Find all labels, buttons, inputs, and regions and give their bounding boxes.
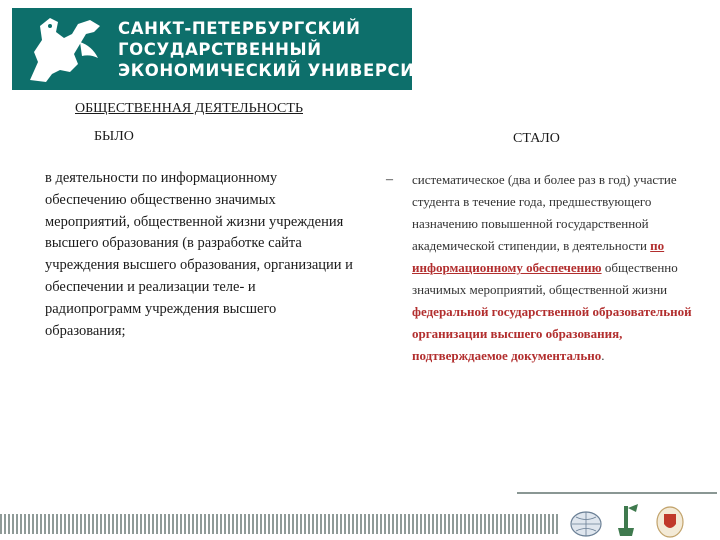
after-text-end: .: [601, 348, 605, 363]
university-name: [118, 18, 450, 81]
after-text-part-1: систематическое (два и более раз в год) участие студента в течение года, предшествующего назначению повышенной государственной академической стипендии, в деятельности: [412, 172, 677, 253]
footer-stripes: [0, 514, 560, 534]
after-column-title: СТАЛО: [513, 131, 560, 146]
globe-emblem-icon: [571, 512, 601, 536]
before-column-title: БЫЛО: [94, 129, 134, 144]
university-name-line-3: ЭКОНОМИЧЕСКИЙ УНИВЕРСИТЕТ: [118, 61, 451, 80]
section-title: ОБЩЕСТВЕННАЯ ДЕЯТЕЛЬНОСТЬ: [75, 101, 303, 116]
monument-emblem-icon: [618, 504, 638, 536]
before-text: в деятельности по информационному обеспечению общественно значимых мероприятий, общественной жизни учреждения высшего образования (в разработке сайта учреждения высшего образования, организации и обеспечении и реализации теле- и радиопрограмм учреждения высшего образования;: [45, 170, 353, 339]
university-name-line-2: ГОСУДАРСТВЕННЫЙ: [118, 40, 322, 59]
university-name-line-1: САНКТ-ПЕТЕРБУРГСКИЙ: [118, 19, 361, 38]
footer-divider: [517, 492, 717, 494]
after-text-highlight-1: по информационному обеспечению: [412, 238, 665, 275]
after-text-highlight-2: федеральной государственной образовательной организации высшего образования, подтверждаемое документально: [412, 304, 692, 363]
shield-emblem-icon: [657, 507, 683, 537]
university-header-banner: [12, 8, 451, 90]
after-text: [412, 169, 712, 367]
after-text-part-2: общественно значимых мероприятий, общественной жизни: [412, 260, 678, 297]
list-dash: –: [386, 172, 393, 187]
griffin-logo-icon: [20, 12, 110, 86]
partner-emblems: [566, 500, 716, 540]
